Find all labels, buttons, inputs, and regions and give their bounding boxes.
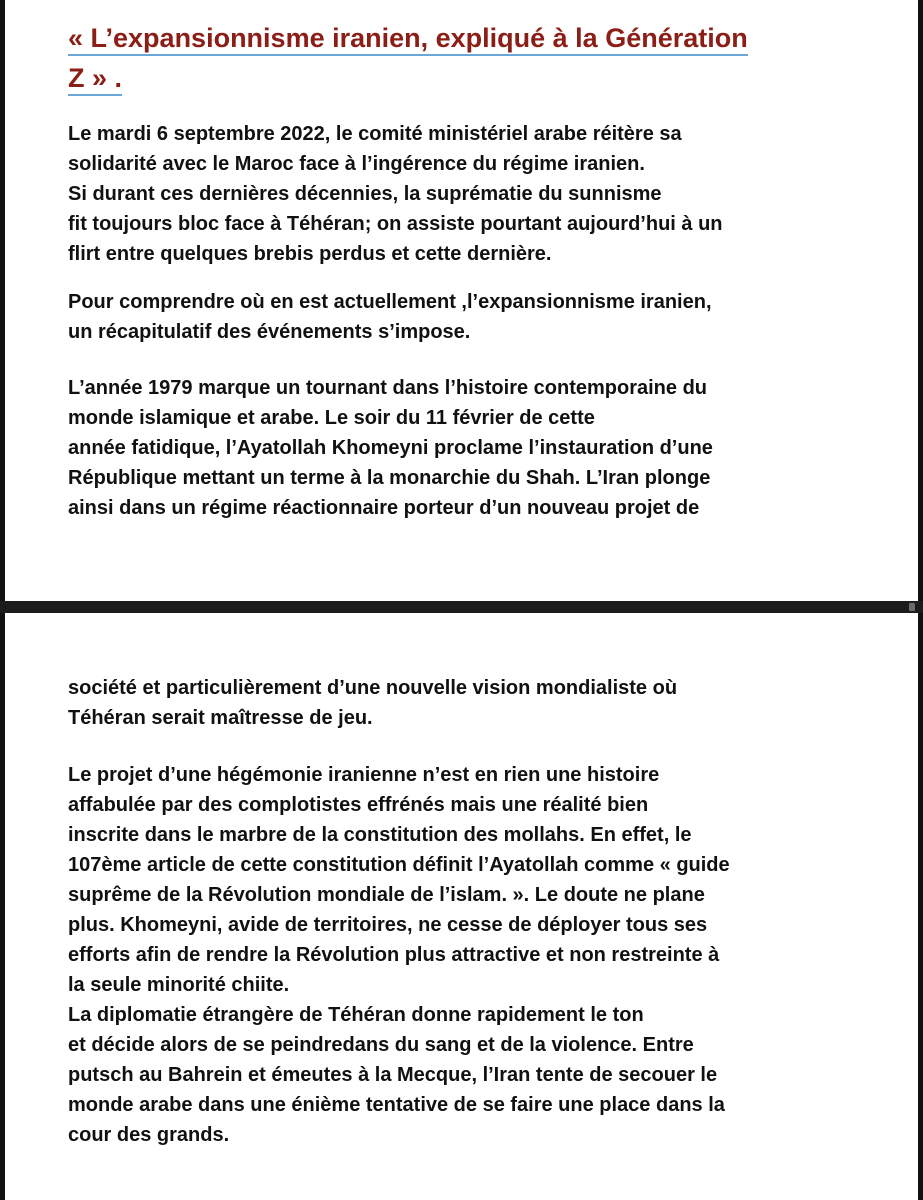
text-line: monde arabe dans une énième tentative de se faire une place dans la — [68, 1094, 725, 1116]
text-line: fit toujours bloc face à Téhéran; on assiste pourtant aujourd’hui à un — [68, 213, 723, 235]
text-line: 107ème article de cette constitution définit l’Ayatollah comme « guide — [68, 854, 730, 876]
text-line: solidarité avec le Maroc face à l’ingérence du régime iranien. — [68, 153, 645, 175]
text-line: plus. Khomeyni, avide de territoires, ne cesse de déployer tous ses — [68, 914, 708, 936]
text-line: Le projet d’une hégémonie iranienne n’est en rien une histoire — [68, 764, 660, 786]
paragraph-1979 — [68, 373, 868, 523]
text-line: un récapitulatif des événements s’impose. — [68, 321, 471, 343]
text-line: année fatidique, l’Ayatollah Khomeyni proclame l’instauration d’une — [68, 437, 713, 459]
text-line: République mettant un terme à la monarchie du Shah. L’Iran plonge — [68, 467, 711, 489]
text-line: Si durant ces dernières décennies, la suprématie du sunnisme — [68, 183, 662, 205]
document-page-2 — [0, 613, 923, 1200]
scrollbar-thumb[interactable] — [909, 603, 915, 611]
text-line: L’année 1979 marque un tournant dans l’histoire contemporaine du — [68, 377, 708, 399]
paragraph-recap — [68, 287, 868, 347]
text-line: putsch au Bahrein et émeutes à la Mecque, l’Iran tente de secouer le — [68, 1064, 718, 1086]
text-line: monde islamique et arabe. Le soir du 11 février de cette — [68, 407, 595, 429]
document-title — [68, 20, 848, 100]
title-line: Z » . — [68, 62, 122, 96]
title-line: « L’expansionnisme iranien, expliqué à la Génération — [68, 22, 748, 56]
text-line: affabulée par des complotistes effrénés mais une réalité bien — [68, 794, 649, 816]
text-line: Pour comprendre où en est actuellement ,l’expansionnisme iranien, — [68, 291, 712, 313]
text-line: La diplomatie étrangère de Téhéran donne rapidement le ton — [68, 1004, 644, 1026]
text-line: société et particulièrement d’une nouvelle vision mondialiste où — [68, 677, 678, 699]
text-line: suprême de la Révolution mondiale de l’islam. ». Le doute ne plane — [68, 884, 705, 906]
paragraph-continuation — [68, 673, 868, 733]
text-line: ainsi dans un régime réactionnaire porteur d’un nouveau projet de — [68, 497, 700, 519]
text-line: et décide alors de se peindredans du sang et de la violence. Entre — [68, 1034, 694, 1056]
text-line: Le mardi 6 septembre 2022, le comité ministériel arabe réitère sa — [68, 123, 682, 145]
text-line: flirt entre quelques brebis perdus et cette dernière. — [68, 243, 552, 265]
paragraph-hegemony — [68, 760, 868, 1150]
text-line: cour des grands. — [68, 1124, 230, 1146]
text-line: inscrite dans le marbre de la constitution des mollahs. En effet, le — [68, 824, 692, 846]
text-line: efforts afin de rendre la Révolution plus attractive et non restreinte à — [68, 944, 720, 966]
text-line: la seule minorité chiite. — [68, 974, 290, 996]
page-separator — [0, 601, 923, 613]
text-line: Téhéran serait maîtresse de jeu. — [68, 707, 373, 729]
paragraph-intro — [68, 119, 868, 269]
